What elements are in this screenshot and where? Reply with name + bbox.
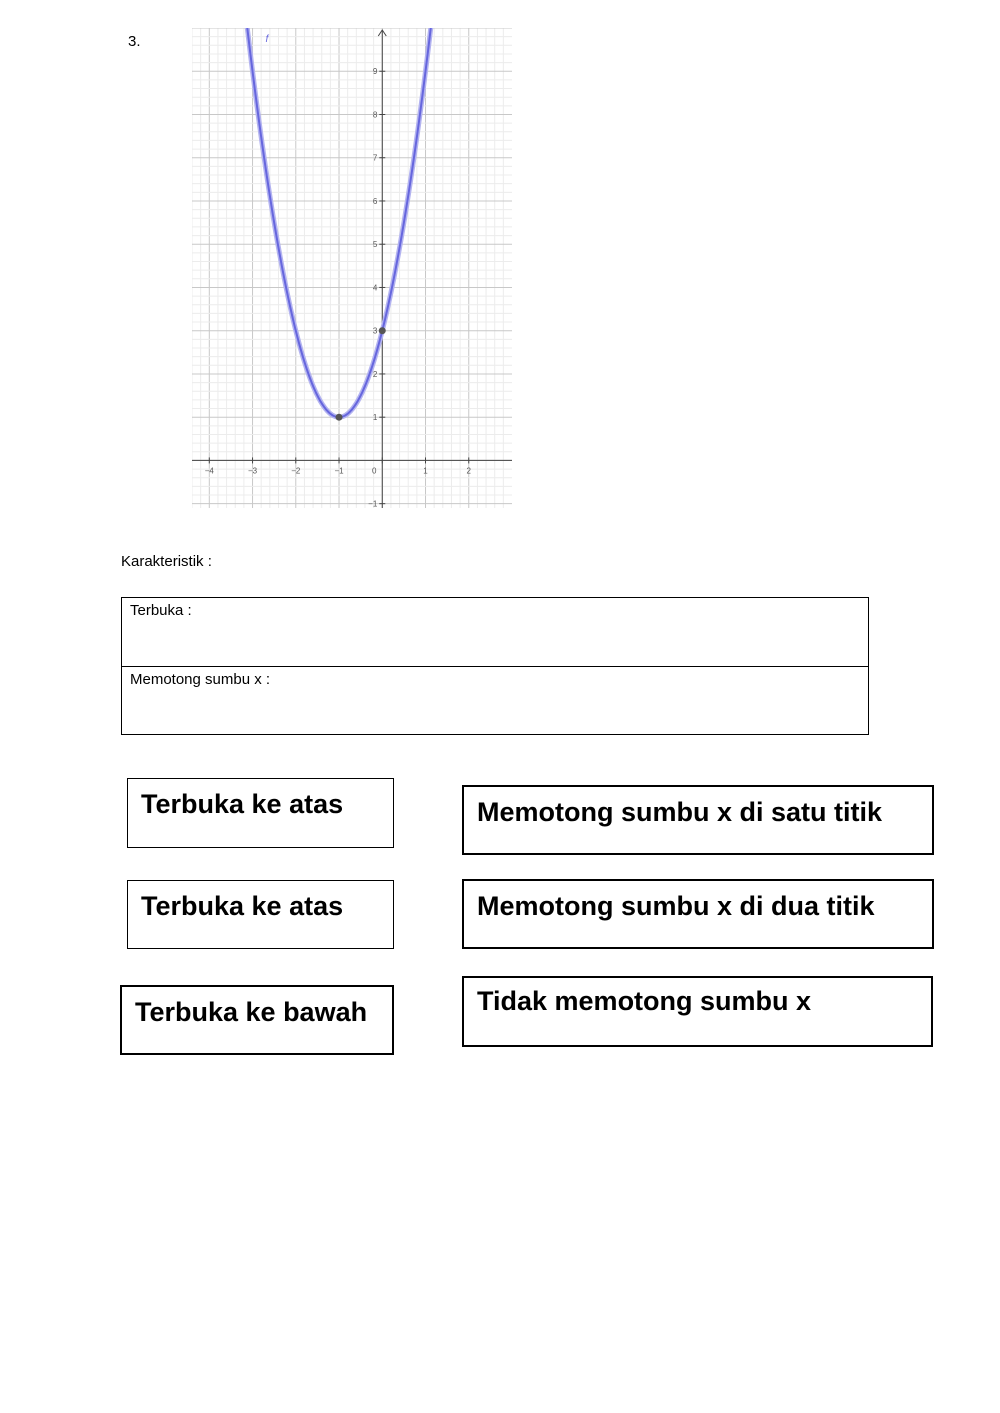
y-tick-label: −1	[368, 499, 378, 508]
x-tick-label: 1	[423, 466, 428, 476]
row-label-memotong: Memotong sumbu x :	[130, 671, 271, 688]
point-vertex	[336, 414, 343, 421]
drop-zone-terbuka[interactable]	[122, 598, 868, 667]
card-memotong-dua-titik[interactable]: Memotong sumbu x di dua titik	[462, 879, 934, 949]
parabola-graph	[192, 28, 512, 508]
card-terbuka-ke-atas-2[interactable]: Terbuka ke atas	[127, 880, 394, 949]
karakteristik-label: Karakteristik :	[121, 553, 212, 570]
function-label: f	[265, 34, 269, 45]
x-tick-label: −1	[334, 466, 344, 476]
row-label-terbuka: Terbuka :	[130, 602, 192, 619]
drop-zone-memotong[interactable]	[122, 667, 868, 734]
card-memotong-satu-titik[interactable]: Memotong sumbu x di satu titik	[462, 785, 934, 855]
x-tick-label: 2	[466, 466, 471, 476]
card-tidak-memotong[interactable]: Tidak memotong sumbu x	[462, 976, 933, 1047]
y-tick-label: 9	[372, 67, 378, 77]
y-tick-label: 7	[372, 153, 378, 163]
question-number: 3.	[128, 33, 141, 50]
answer-table	[121, 597, 869, 735]
card-terbuka-ke-bawah[interactable]: Terbuka ke bawah	[120, 985, 394, 1055]
y-tick-label: 4	[372, 283, 378, 293]
y-tick-label: 2	[372, 369, 378, 379]
x-tick-label: 0	[372, 466, 377, 476]
y-tick-label: 5	[372, 240, 378, 250]
y-tick-label: 6	[372, 196, 378, 206]
x-tick-label: −2	[291, 466, 301, 476]
x-tick-label: −3	[247, 466, 258, 476]
y-tick-label: 3	[372, 326, 378, 336]
y-tick-label: 8	[372, 110, 378, 120]
y-tick-label: 1	[372, 413, 378, 423]
card-terbuka-ke-atas-1[interactable]: Terbuka ke atas	[127, 778, 394, 848]
point-y-intercept	[379, 327, 386, 334]
x-tick-label: −4	[204, 466, 214, 476]
